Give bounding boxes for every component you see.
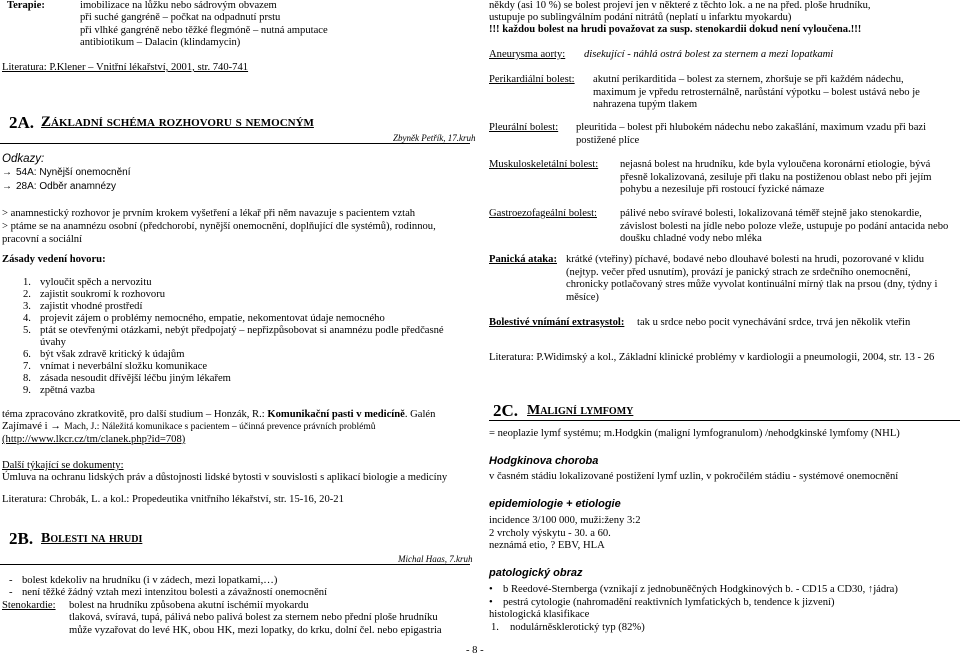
extrasystoly-text: tak u srdce nebo pocit vynechávání srdce, trvá jen několik vteřin (637, 317, 911, 328)
arrow-up-icon: ↑ (867, 584, 874, 595)
hodgkin-line: v časném stádiu lokalizované postižení lymf uzlin, v pokročilém stádiu - systémové onemocnění (489, 471, 899, 482)
epi-list: incidence 3/100 000, muži:ženy 3:2 2 vrcholy výskytu - 30. a 60. neznámá etio, ? EBV, HLA (489, 515, 641, 551)
chest-pain-bullets (2, 575, 472, 599)
list-item: • b Reedové-Sternberga (vznikají z jednobuněčných Hodgkinových b. - CD15 a CD30, ↑jádra) (489, 584, 898, 595)
list-item: 2. zajistit soukromí k rozhovoru (23, 289, 166, 300)
epi-title: epidemiologie + etiologie (489, 498, 621, 510)
list-item: 8. zásada nesoudit dřívější léčbu jiným lékařem (23, 373, 231, 384)
literature-chrobak: Literatura: Chrobák, L. a kol.: Propedeutika vnitřního lékařství, str. 15-16, 20-21 (2, 494, 344, 505)
list-item: 3. zajistit vhodné prostředí (23, 301, 143, 312)
list-item: 1. vyloučit spěch a nervozitu (23, 277, 152, 288)
list-item: 6. být však zdravě kritický k údajům (23, 349, 185, 360)
stenokardie-label: Stenokardie: (2, 600, 56, 611)
principles-list (23, 277, 473, 397)
literature-widimsky: Literatura: P.Widimský a kol., Základní klinické problémy v kardiologii a pneumologii, 2004, str. 13 - 26 (489, 352, 935, 363)
therapy-line: imobilizace na lůžku nebo sádrovým obvazem (80, 0, 277, 11)
principles-title: Zásady vedení hovoru: (2, 254, 106, 265)
literature-klener: Literatura: P.Klener – Vnitřní lékařství, 2001, str. 740-741 (2, 62, 249, 73)
arrow-right-icon: → (50, 421, 61, 432)
section-2b-author: Michal Haas, 7.kruh (398, 554, 473, 564)
muskuloskeletalni-label: Muskuloskeletální bolest: (489, 159, 599, 170)
anamnesis-text: > anamnestický rozhovor je prvním krokem vyšetření a lékař při něm navazuje s pacientem vztah > ptáme se na anamnézu osobní (předchorobí, nynější onemocnění, doplňující dle systémů), rodinnou, pracovní a sociální (2, 208, 436, 245)
ref-link-54a[interactable]: → 54A: Nynější onemocnění (2, 167, 131, 178)
list-item: 1. nodulárněsklerotický typ (82%) (491, 621, 645, 633)
stenokardie-text: bolest na hrudníku způsobena akutní ischémií myokardu tlaková, svíravá, tupá, pálivá nebo palivá bolest za sternem nebo přední ploše hrudníku může vyzařovat do levé HK, obou HK, mezi lopatky, do krku, dolní čel. nebo epigastria (69, 600, 442, 636)
refs-list (2, 166, 131, 194)
arrow-right-icon: → (2, 167, 12, 178)
perikardialni-label: Perikardiální bolest: (489, 74, 575, 85)
section-2c-number: 2C. (493, 401, 519, 420)
gastroezofagealni-label: Gastroezofageální bolest: (489, 208, 597, 219)
hodgkin-title: Hodgkinova choroba (489, 455, 599, 467)
section-2b-number: 2B. (9, 529, 34, 548)
lkcr-link[interactable]: (http://www.lkcr.cz/tm/clanek.php?id=708) (2, 434, 186, 445)
path-title: patologický obraz (489, 567, 583, 579)
section-2b-title: Bolesti na hrudi (41, 531, 143, 546)
list-item: - není těžké žádný vztah mezi intenzitou bolesti a závažností onemocnění (9, 587, 328, 598)
list-item: • pestrá cytologie (nahromadění reaktivních lymfatických b, tendence k jizvení) (489, 596, 835, 608)
section-2a-author: Zbyněk Petřík, 17.kruh (393, 133, 476, 143)
perikardialni-text: akutní perikarditida – bolest za sternem, zhoršuje se při každém nádechu, maximum je vpředu retrosternálně, narůstání výpotku – bolest ustává nebo je nahrazena tupým tlakem (593, 74, 920, 111)
docs-line: Úmluva na ochranu lidských práv a důstojnosti lidské bytosti v souvislosti s aplikací biologie a medicíny (2, 472, 448, 483)
path-list: • b Reedové-Sternberga (vznikají z jednobuněčných Hodgkinových b. - CD15 a CD30, ↑jádra) • pestrá cytologie (nahromadění reaktivních lymfatických b, tendence k jizvení) histologická klasifikace 1. nodulárněsklerotický typ (82%) (489, 584, 959, 634)
list-item: úvahy (40, 337, 66, 348)
gastroezofagealni-text: pálivé nebo svíravé bolesti, lokalizovaná téměř stejně jako stenokardie, závislost bolesti na jídle nebo poloze vleže, ustupuje po podání antacida nebo doušku chladné vody nebo mléka (620, 208, 949, 245)
section-2a-rule (0, 143, 470, 144)
pleuralni-label: Pleurální bolest: (489, 122, 559, 133)
list-item: 4. projevit zájem o problémy nemocného, empatie, nekomentovat údaje nemocného (23, 313, 385, 324)
pleuralni-text: pleuritida – bolest při hlubokém nádechu nebo zakašlání, maximum vzadu při bazi postižené plíce (576, 122, 927, 146)
muskuloskeletalni-text: nejasná bolest na hrudníku, kde byla vyloučena koronární etiologie, bývá přesně lokalizovaná, zesiluje při tlaku na postiženou oblast nebo při jejím pohybu a nezesiluje při rostoucí fyzické námaze (620, 159, 932, 196)
theme-note: téma zpracováno zkratkovitě, pro další studium – Honzák, R.: Komunikační pasti v medicíně. Galén (2, 409, 436, 420)
panicka-label: Panická ataka: (489, 254, 557, 265)
refs-label: Odkazy: (2, 153, 45, 165)
extrasystoly-label: Bolestivé vnímání extrasystol: (489, 317, 625, 328)
ref-link-28a[interactable]: → 28A: Odběr anamnézy (2, 181, 117, 192)
therapy-line: při vlhké gangréně nebo těžké flegmóně – nutná amputace (80, 24, 328, 36)
arrow-right-icon: → (2, 181, 12, 192)
list-item: 9. zpětná vazba (23, 385, 95, 396)
therapy-line: antibiotikum – Dalacin (klindamycin) (80, 37, 241, 49)
therapy-label: Terapie: (7, 0, 45, 11)
section-2c-rule (489, 420, 960, 421)
section-2a-title: Základní schéma rozhovoru s nemocným (41, 114, 314, 130)
page-number: - 8 - (466, 645, 484, 656)
interesting-note: Zajímavé i → Mach, J.: Náležitá komunikace s pacientem – účinná prevence právních problémů (2, 421, 376, 432)
list-item: 7. vnímat i neverbální složku komunikace (23, 361, 208, 372)
therapy-line: při suché gangréně – počkat na odpadnutí prstu (80, 12, 281, 24)
section-2a-number: 2A. (9, 113, 35, 132)
lymphoma-definition: = neoplazie lymf systému; m.Hodgkin (maligní lymfogranulom) /nehodgkinské lymfomy (NHL) (489, 428, 900, 439)
docs-title: Další týkající se dokumenty: (2, 460, 124, 471)
section-2c-title: Maligní lymfomy (527, 403, 634, 418)
section-2b-rule (0, 564, 470, 565)
top-text: někdy (asi 10 %) se bolest projeví jen v některé z těchto lok. a ne na před. ploše hrudníku, ustupuje po sublingválním podání nitrátů (neplatí u infarktu myokardu) !!! každou bolest na hrudi považovat za susp. stenokardii dokud není vyloučena.!!! (489, 0, 871, 35)
list-item: - bolest kdekoliv na hrudníku (i v zádech, mezi lopatkami,…) (9, 575, 278, 586)
therapy-text (80, 0, 470, 50)
list-item: 5. ptát se otevřenými otázkami, nebýt předpojatý – nepřizpůsobovat si anamnézu podle předčasné (23, 325, 444, 336)
panicka-text: krátké (vteřiny) píchavé, bodavé nebo dlouhavé bolesti na hrudi, pozorované v klidu (nejtyp. večer před usnutím), provází je panický strach ze srdečního onemocnění, chronicky potlačovaný stres může vyvolat kontinuální mírný tlak na prsou (dny, týdny i měsíce) (566, 254, 938, 303)
aneurysma-label: Aneurysma aorty: (489, 49, 566, 60)
aneurysma-text: disekující - náhlá ostrá bolest za sternem a mezi lopatkami (584, 49, 834, 60)
